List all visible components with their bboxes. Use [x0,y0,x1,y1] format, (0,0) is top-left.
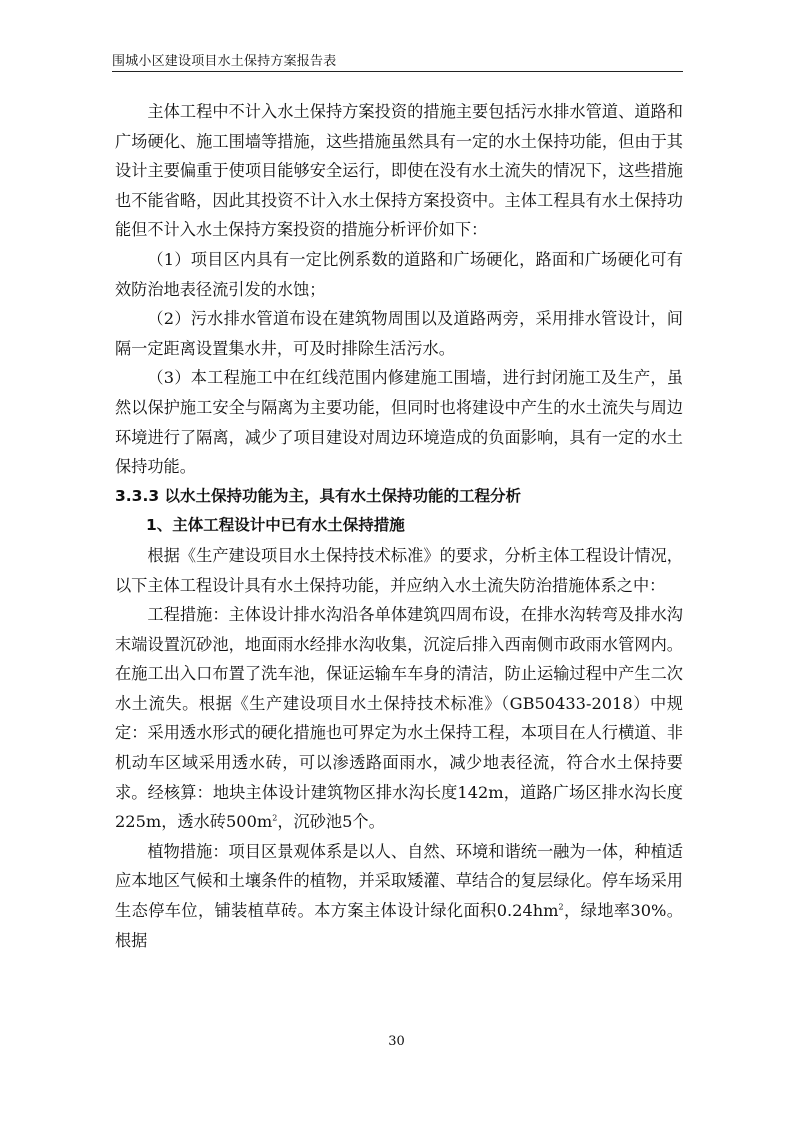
plant-measures-tail: ，绿地率30%。根据 [115,901,683,950]
engineering-measures-tail: ，沉砂池5个。 [277,812,385,832]
header-rule [112,71,683,72]
document-body [115,97,683,955]
paragraph-engineering-measures [115,600,683,837]
paragraph-plant-measures [115,837,683,955]
subsection-heading-1: 1、主体工程设计中已有水土保持措施 [146,516,405,535]
plant-measures-text: 植物措施：项目区景观体系是以人、自然、环境和谐统一融为一体，种植适应本地区气候和土壤条件的植物，并采取矮灌、草结合的复层绿化。停车场采用生态停车位，铺装植草砖。本方案主体设计绿化面积0.24hm [115,841,683,921]
paragraph-item-3: （3）本工程施工中在红线范围内修建施工围墙，进行封闭施工及生产，虽然以保护施工安全与隔离为主要功能，但同时也将建设中产生的水土流失与周边环境进行了隔离，减少了项目建设对周边环境造成的负面影响，具有一定的水土保持功能。 [115,368,683,477]
superscript-2: 2 [558,902,564,912]
paragraph-item-1: （1）项目区内具有一定比例系数的道路和广场硬化，路面和广场硬化可有效防治地表径流引发的水蚀； [115,249,683,299]
running-header: 围城小区建设项目水土保持方案报告表 [112,54,337,69]
paragraph-intro: 主体工程中不计入水土保持方案投资的措施主要包括污水排水管道、道路和广场硬化、施工围墙等措施，这些措施虽然具有一定的水土保持功能，但由于其设计主要偏重于使项目能够安全运行，即使在没有水土流失的情况下，这些措施也不能省略，因此其投资不计入水土保持方案投资中。主体工程具有水土保持功能但不计入水土保持方案投资的措施分析评价如下： [115,102,683,240]
paragraph-standard-reference: 根据《生产建设项目水土保持技术标准》的要求，分析主体工程设计情况，以下主体工程设计具有水土保持功能，并应纳入水土流失防治措施体系之中： [115,545,683,595]
paragraph-item-2: （2）污水排水管道布设在建筑物周围以及道路两旁，采用排水管设计，间隔一定距离设置集水井，可及时排除生活污水。 [115,309,683,358]
page-number: 30 [388,1034,405,1049]
section-heading-3-3-3: 3.3.3 以水土保持功能为主，具有水土保持功能的工程分析 [115,486,522,505]
engineering-measures-text: 工程措施：主体设计排水沟沿各单体建筑四周布设，在排水沟转弯及排水沟末端设置沉砂池，地面雨水经排水沟收集，沉淀后排入西南侧市政雨水管网内。在施工出入口布置了洗车池，保证运输车车身的清洁，防止运输过程中产生二次水土流失。根据《生产建设项目水土保持技术标准》（GB50433-2018）中规定：采用透水形式的硬化措施也可界定为水土保持工程，本项目在人行横道、非机动车区域采用透水砖，可以渗透路面雨水，减少地表径流，符合水土保持要求。经核算：地块主体设计建筑物区排水沟长度142m，道路广场区排水沟长度225m，透水砖500m [115,605,683,832]
superscript-2: 2 [272,813,278,823]
